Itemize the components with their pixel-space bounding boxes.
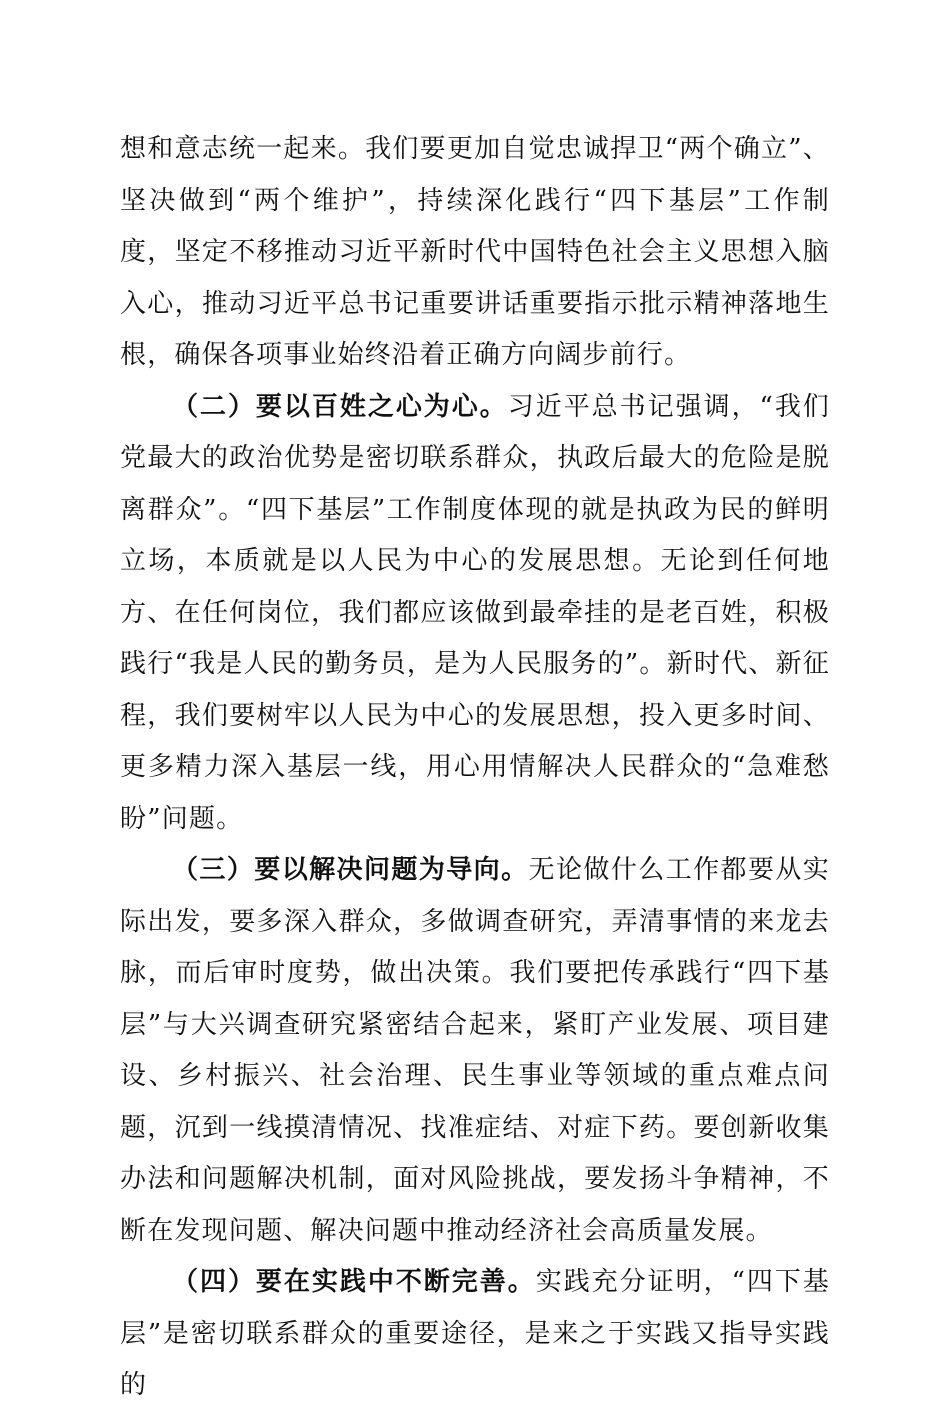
section-heading: （四）要在实践中不断完善。: [172, 1267, 536, 1297]
paragraph-continuation: [120, 124, 830, 382]
paragraph-section-2: [120, 382, 830, 846]
paragraph-section-3: [120, 845, 830, 1257]
section-heading: （三）要以解决问题为导向。: [172, 855, 529, 885]
section-heading: （二）要以百姓之心为心。: [172, 391, 508, 422]
document-body: [120, 124, 830, 1412]
paragraph-body: 习近平总书记强调，“我们党最大的政治优势是密切联系群众，执政后最大的危险是脱离群众”。“四下基层”工作制度体现的就是执政为民的鲜明立场，本质就是以人民为中心的发展思想。无论到任何地方、在任何岗位，我们都应该做到最牵挂的是老百姓，积极践行“我是人民的勤务员，是为人民服务的”。新时代、新征程，我们要树牢以人民为中心的发展思想，投入更多时间、更多精力深入基层一线，用心用情解决人民群众的“急难愁盼”问题。: [120, 391, 830, 834]
paragraph-body: 实践充分证明，“四下基层”是密切联系群众的重要途径，是来之于实践又指导实践的: [120, 1267, 830, 1400]
paragraph-section-4: [120, 1257, 830, 1412]
paragraph-body: 想和意志统一起来。我们要更加自觉忠诚捍卫“两个确立”、坚决做到“两个维护”，持续深化践行“四下基层”工作制度，坚定不移推动习近平新时代中国特色社会主义思想入脑入心，推动习近平总书记重要讲话重要指示批示精神落地生根，确保各项事业始终沿着正确方向阔步前行。: [120, 134, 830, 370]
paragraph-body: 无论做什么工作都要从实际出发，要多深入群众，多做调查研究，弄清事情的来龙去脉，而后审时度势，做出决策。我们要把传承践行“四下基层”与大兴调查研究紧密结合起来，紧盯产业发展、项目建设、乡村振兴、社会治理、民生事业等领域的重点难点问题，沉到一线摸清情况、找准症结、对症下药。要创新收集办法和问题解决机制，面对风险挑战，要发扬斗争精神，不断在发现问题、解决问题中推动经济社会高质量发展。: [120, 855, 831, 1246]
